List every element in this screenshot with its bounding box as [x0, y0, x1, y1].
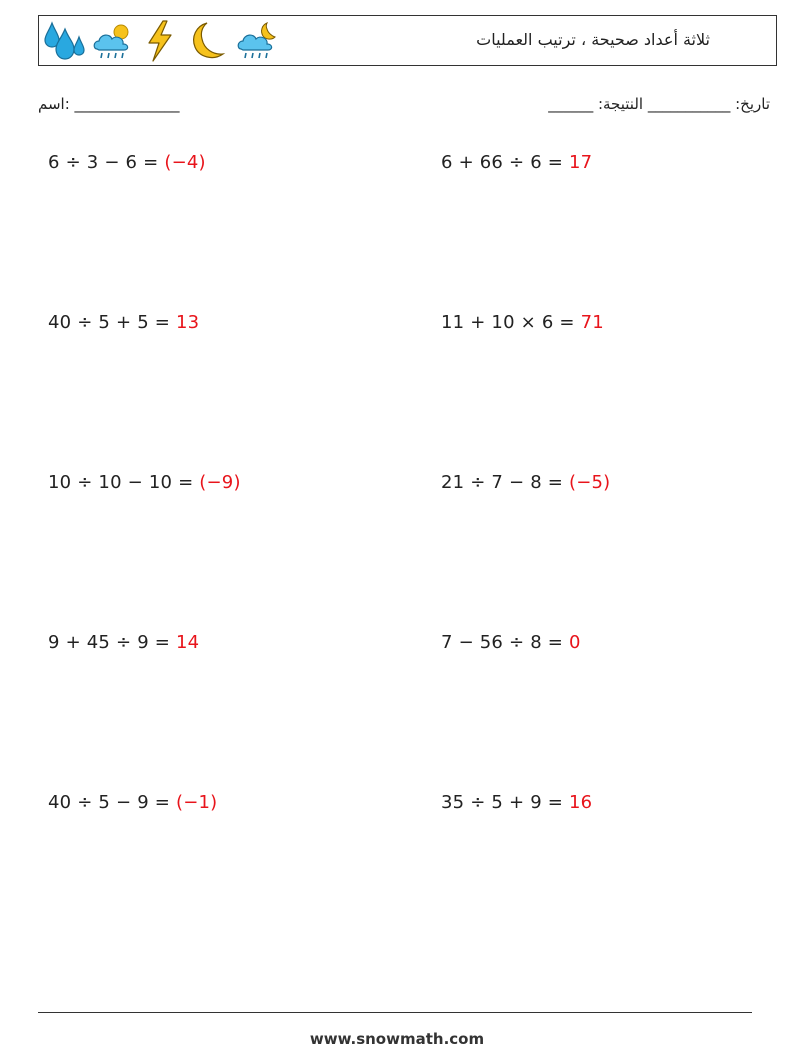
problem-answer: 17: [569, 152, 593, 173]
problem-answer: 16: [569, 792, 593, 813]
moon-cloud-rain-icon: [235, 19, 279, 63]
problem-2: [441, 152, 592, 173]
problem-expression: 9 + 45 ÷ 9 =: [48, 632, 176, 653]
problem-answer: 13: [176, 312, 200, 333]
name-field: اسم: ______________: [38, 95, 180, 113]
footer-divider: [38, 1012, 752, 1013]
raindrops-icon: [43, 19, 87, 63]
sun-cloud-rain-icon: [91, 19, 135, 63]
date-score-field: ______ :تاريخ: ___________ النتيجة: [548, 95, 770, 113]
problem-6: [441, 472, 610, 493]
problem-answer: (−1): [176, 792, 218, 813]
problem-expression: 6 + 66 ÷ 6 =: [441, 152, 569, 173]
problem-1: [48, 152, 206, 173]
problem-3: [48, 312, 199, 333]
crescent-moon-icon: [187, 19, 231, 63]
worksheet-title: ثلاثة أعداد صحيحة ، ترتيب العمليات: [476, 30, 710, 49]
lightning-icon: [139, 19, 183, 63]
problem-8: [441, 632, 581, 653]
problem-9: [48, 792, 217, 813]
problem-expression: 21 ÷ 7 − 8 =: [441, 472, 569, 493]
problem-expression: 40 ÷ 5 + 5 =: [48, 312, 176, 333]
problem-answer: 0: [569, 632, 581, 653]
weather-icons: [43, 18, 279, 64]
problem-4: [441, 312, 604, 333]
problem-answer: (−5): [569, 472, 611, 493]
problem-expression: 6 ÷ 3 − 6 =: [48, 152, 165, 173]
problem-expression: 10 ÷ 10 − 10 =: [48, 472, 200, 493]
problem-expression: 7 − 56 ÷ 8 =: [441, 632, 569, 653]
problem-expression: 11 + 10 × 6 =: [441, 312, 581, 333]
problem-answer: (−4): [164, 152, 206, 173]
problem-answer: 71: [580, 312, 604, 333]
problem-5: [48, 472, 241, 493]
problem-10: [441, 792, 592, 813]
problem-expression: 40 ÷ 5 − 9 =: [48, 792, 176, 813]
footer-url: www.snowmath.com: [309, 1030, 485, 1048]
problem-7: [48, 632, 199, 653]
problem-answer: (−9): [199, 472, 241, 493]
problem-expression: 35 ÷ 5 + 9 =: [441, 792, 569, 813]
worksheet-header: [38, 15, 777, 66]
problem-answer: 14: [176, 632, 200, 653]
